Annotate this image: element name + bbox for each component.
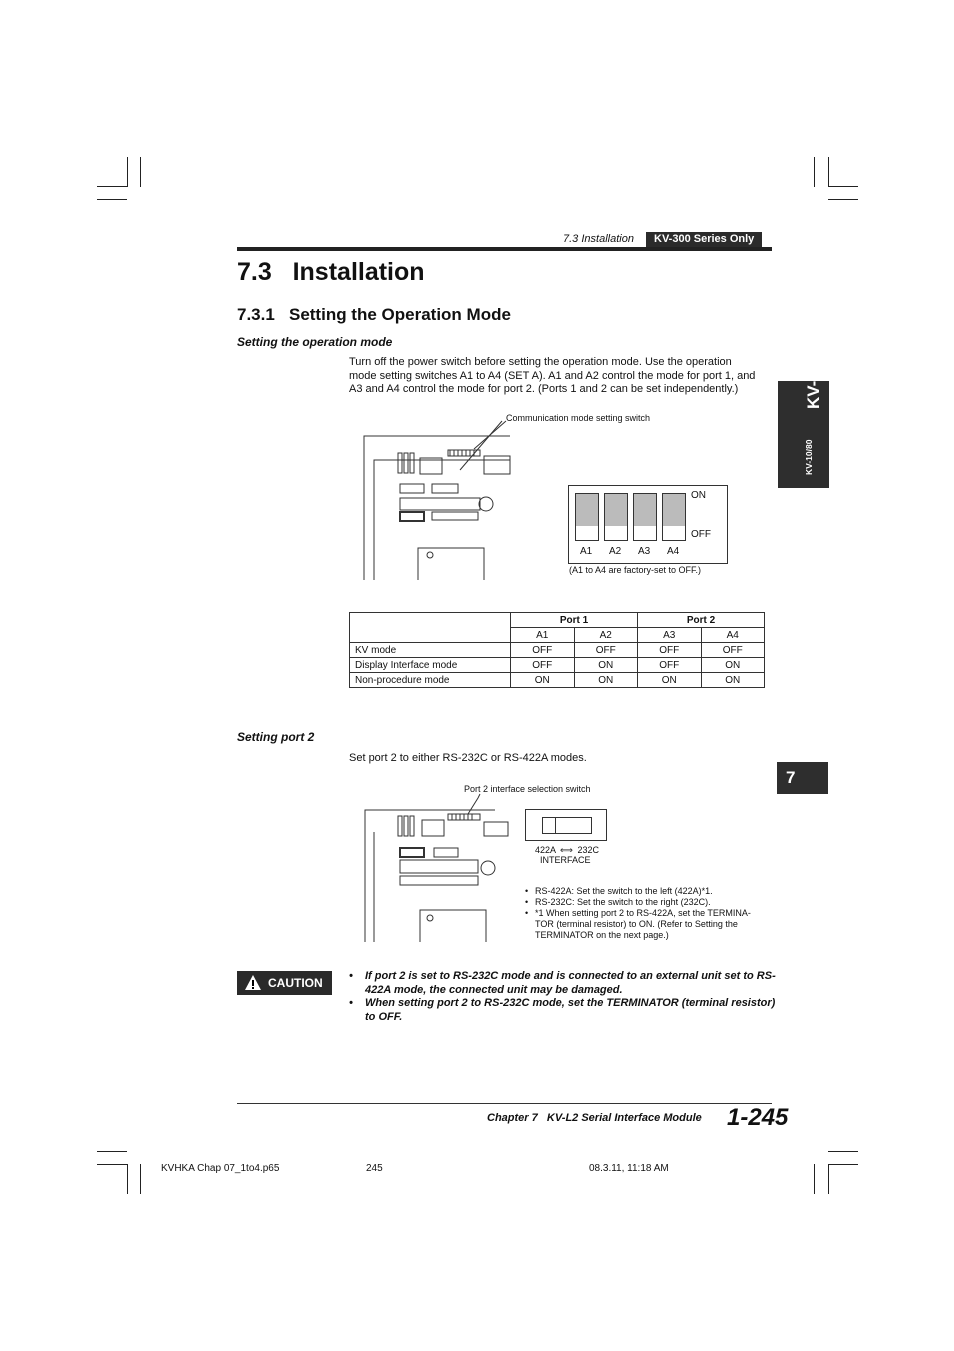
crop-mark [814, 157, 815, 187]
crop-mark [97, 1151, 127, 1152]
dip-label-a2: A2 [609, 546, 622, 557]
crop-mark [814, 1164, 815, 1194]
table-row [350, 613, 765, 628]
table-row [350, 673, 765, 688]
table-row [350, 643, 765, 658]
table-col-header: A1 [511, 628, 575, 643]
page-title: 7.3 Installation [237, 258, 425, 286]
mode-table [349, 612, 765, 688]
footer-chapter: Chapter 7 KV-L2 Serial Interface Module [487, 1112, 702, 1124]
footer-page-number: 1-245 [727, 1104, 789, 1131]
interface-left-label: 422A [535, 845, 556, 855]
table-cell: ON [574, 673, 638, 688]
table-cell: OFF [511, 643, 575, 658]
side-tab [778, 352, 829, 488]
side-tab-sub: KV-10/80 [804, 439, 814, 475]
dip-label-a1: A1 [580, 546, 593, 557]
list-item: • *1 When setting port 2 to RS-422A, set the TERMINA-TOR (terminal resistor) to ON. (Refer to Setting the TERMINATOR on the next page.) [525, 908, 751, 940]
print-date: 08.3.11, 11:18 AM [589, 1163, 669, 1174]
table-cell: OFF [574, 643, 638, 658]
list-item: • RS-422A: Set the switch to the left (422A)*1. [525, 886, 713, 896]
crop-mark [828, 157, 829, 187]
table-row-label: KV mode [350, 643, 511, 658]
board-illustration-2 [360, 792, 510, 944]
dip-label-a3: A3 [638, 546, 651, 557]
figure2-callout: Port 2 interface selection switch [464, 784, 591, 794]
header-badge: KV-300 Series Only [646, 232, 762, 247]
header-rule [237, 247, 772, 251]
print-page: 245 [366, 1163, 383, 1174]
section1-heading: Setting the operation mode [237, 335, 393, 349]
crop-mark [97, 186, 127, 187]
table-cell: ON [638, 673, 702, 688]
table-cell: OFF [701, 643, 765, 658]
bullet-text: RS-232C: Set the switch to the right (232C). [535, 897, 711, 907]
chapter-tab: 7 [777, 762, 828, 794]
section2-paragraph: Set port 2 to either RS-232C or RS-422A modes. [349, 752, 587, 764]
crop-mark [828, 1164, 858, 1165]
port2-bullet-list [523, 886, 763, 941]
table-col-header: A2 [574, 628, 638, 643]
list-item: • When setting port 2 to RS-232C mode, set the TERMINATOR (terminal resistor) to OFF. [349, 997, 776, 1023]
table-row-label: Non-procedure mode [350, 673, 511, 688]
caution-badge [237, 971, 332, 995]
caution-text [349, 970, 779, 1024]
table-corner [350, 613, 511, 643]
dip-label-a4: A4 [667, 546, 680, 557]
interface-switch-knob [543, 818, 556, 833]
crop-mark [828, 186, 858, 187]
crop-mark [97, 1164, 127, 1165]
table-col-header: A3 [638, 628, 702, 643]
dip-on-label: ON [691, 490, 706, 501]
table-header-port1: Port 1 [511, 613, 638, 628]
interface-caption: INTERFACE [540, 855, 591, 865]
section1-line: mode setting switches A1 to A4 (SET A). A1 and A2 control the mode for port 1, and [349, 369, 756, 382]
crop-mark [140, 1164, 141, 1194]
dip-switch-a3 [633, 493, 657, 541]
list-item: • If port 2 is set to RS-232C mode and is connected to an external unit set to RS-422A mode, the connected unit may be damaged. [349, 970, 776, 996]
crop-mark [828, 199, 858, 200]
crop-mark [828, 1151, 858, 1152]
section2-heading: Setting port 2 [237, 730, 315, 744]
figure1-callout: Communication mode setting switch [506, 413, 651, 423]
warning-icon [244, 974, 262, 991]
section1-paragraph [349, 356, 779, 397]
crop-mark [127, 1164, 128, 1194]
dip-switch-a2 [604, 493, 628, 541]
caution-label: CAUTION [268, 976, 323, 990]
table-cell: ON [574, 658, 638, 673]
board-illustration-1 [360, 420, 540, 582]
dip-switch-a4 [662, 493, 686, 541]
dip-switch-panel [568, 485, 728, 564]
crop-mark [127, 157, 128, 187]
table-cell: OFF [638, 643, 702, 658]
bullet-text: RS-422A: Set the switch to the left (422A)*1. [535, 886, 713, 896]
table-row-label: Display Interface mode [350, 658, 511, 673]
table-cell: ON [511, 673, 575, 688]
caution-item: When setting port 2 to RS-232C mode, set the TERMINATOR (terminal resistor) to OFF. [365, 997, 776, 1023]
caution-item: If port 2 is set to RS-232C mode and is connected to an external unit set to RS-422A mode, the connected unit may be damaged. [365, 970, 776, 996]
table-cell: OFF [511, 658, 575, 673]
section-title: 7.3.1 Setting the Operation Mode [237, 305, 511, 324]
table-col-header: A4 [701, 628, 765, 643]
section1-line: A3 and A4 control the mode for port 2. (Ports 1 and 2 can be set independently.) [349, 383, 739, 395]
footer-rule [237, 1103, 772, 1104]
section1-line: Turn off the power switch before setting the operation mode. Use the operation [349, 356, 732, 368]
bullet-text: *1 When setting port 2 to RS-422A, set the TERMINA-TOR (terminal resistor) to ON. (Refer to Setting the TERMINATOR on the next page.) [535, 908, 751, 940]
table-cell: ON [701, 658, 765, 673]
interface-switch [525, 809, 607, 841]
dip-note: (A1 to A4 are factory-set to OFF.) [569, 565, 702, 575]
crop-mark [97, 199, 127, 200]
interface-arrow: ⟺ [560, 845, 573, 855]
dip-off-label: OFF [691, 529, 711, 540]
header-section: 7.3 Installation [563, 233, 634, 245]
table-row [350, 658, 765, 673]
table-cell: OFF [638, 658, 702, 673]
dip-switch-a1 [575, 493, 599, 541]
print-file: KVHKA Chap 07_1to4.p65 [161, 1163, 280, 1174]
interface-switch-slot [542, 817, 592, 834]
crop-mark [828, 1164, 829, 1194]
side-tab-main: KV-300 [804, 352, 823, 409]
list-item: • RS-232C: Set the switch to the right (232C). [525, 897, 711, 907]
crop-mark [140, 157, 141, 187]
table-cell: ON [701, 673, 765, 688]
interface-right-label: 232C [577, 845, 599, 855]
table-header-port2: Port 2 [638, 613, 765, 628]
